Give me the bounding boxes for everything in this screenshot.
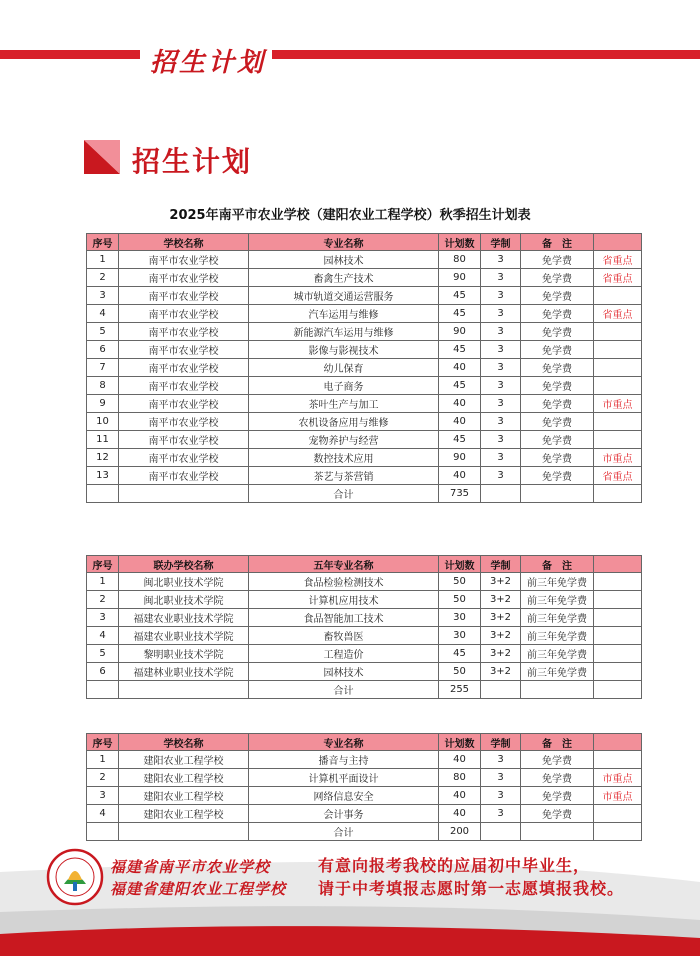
table-body <box>87 573 642 699</box>
cell-no: 8 <box>87 377 119 395</box>
cell-plan: 80 <box>439 251 481 269</box>
cell-major: 茶叶生产与加工 <box>249 395 439 413</box>
cell-major: 汽车运用与维修 <box>249 305 439 323</box>
table-header-row <box>87 234 642 251</box>
cell-note: 前三年免学费 <box>521 663 594 681</box>
table-row <box>87 449 642 467</box>
cell-school: 闽北职业技术学院 <box>119 591 249 609</box>
cell-remark: 省重点 <box>594 305 642 323</box>
cell-blank <box>119 485 249 503</box>
cell-school: 建阳农业工程学校 <box>119 751 249 769</box>
table-row <box>87 573 642 591</box>
cell-plan: 40 <box>439 751 481 769</box>
cell-no: 4 <box>87 627 119 645</box>
cell-no: 10 <box>87 413 119 431</box>
cell-blank <box>521 485 594 503</box>
total-row <box>87 485 642 503</box>
cell-school: 建阳农业工程学校 <box>119 787 249 805</box>
cell-major: 会计事务 <box>249 805 439 823</box>
table-row <box>87 305 642 323</box>
cell-blank <box>87 823 119 841</box>
cell-plan: 30 <box>439 627 481 645</box>
header-major: 专业名称 <box>249 734 439 751</box>
header-note: 备 注 <box>521 556 594 573</box>
cell-remark: 省重点 <box>594 467 642 485</box>
table-row <box>87 805 642 823</box>
header-remark <box>594 734 642 751</box>
cell-major: 计算机应用技术 <box>249 591 439 609</box>
table-row <box>87 663 642 681</box>
school-emblem-icon <box>46 848 104 906</box>
cell-note: 免学费 <box>521 323 594 341</box>
table-row <box>87 787 642 805</box>
cell-no: 5 <box>87 323 119 341</box>
cell-blank <box>119 823 249 841</box>
cell-no: 3 <box>87 787 119 805</box>
cell-no: 11 <box>87 431 119 449</box>
cell-plan: 40 <box>439 359 481 377</box>
cell-years: 3 <box>481 251 521 269</box>
total-row <box>87 681 642 699</box>
cell-note: 前三年免学费 <box>521 609 594 627</box>
total-value: 735 <box>439 485 481 503</box>
cell-blank <box>594 485 642 503</box>
cell-school: 福建农业职业技术学院 <box>119 627 249 645</box>
cell-major: 畜牧兽医 <box>249 627 439 645</box>
plan-table-joint <box>86 555 642 699</box>
header-plan: 计划数 <box>439 734 481 751</box>
total-value: 200 <box>439 823 481 841</box>
cell-no: 2 <box>87 769 119 787</box>
header-bar-left <box>0 50 140 59</box>
cell-major: 电子商务 <box>249 377 439 395</box>
cell-plan: 90 <box>439 449 481 467</box>
header-title: 招生计划 <box>150 48 267 78</box>
table-row <box>87 269 642 287</box>
cell-note: 免学费 <box>521 467 594 485</box>
header-school: 学校名称 <box>119 734 249 751</box>
header-school: 学校名称 <box>119 234 249 251</box>
header-plan: 计划数 <box>439 556 481 573</box>
header-remark <box>594 234 642 251</box>
cell-school: 黎明职业技术学院 <box>119 645 249 663</box>
cell-note: 免学费 <box>521 431 594 449</box>
cell-note: 免学费 <box>521 395 594 413</box>
cell-years: 3+2 <box>481 573 521 591</box>
cell-note: 免学费 <box>521 805 594 823</box>
school-name-nanping: 福建省南平市农业学校 <box>110 858 271 876</box>
cell-blank <box>119 681 249 699</box>
cell-no: 3 <box>87 609 119 627</box>
cell-years: 3+2 <box>481 663 521 681</box>
cell-remark <box>594 609 642 627</box>
cell-plan: 30 <box>439 609 481 627</box>
cell-major: 工程造价 <box>249 645 439 663</box>
cell-remark <box>594 805 642 823</box>
cell-school: 南平市农业学校 <box>119 305 249 323</box>
cell-major: 茶艺与茶营销 <box>249 467 439 485</box>
cell-no: 3 <box>87 287 119 305</box>
cell-plan: 50 <box>439 573 481 591</box>
cell-school: 南平市农业学校 <box>119 269 249 287</box>
cell-years: 3 <box>481 805 521 823</box>
cell-no: 6 <box>87 341 119 359</box>
cell-school: 建阳农业工程学校 <box>119 805 249 823</box>
cell-blank <box>87 681 119 699</box>
cell-blank <box>594 823 642 841</box>
cell-no: 6 <box>87 663 119 681</box>
table-row <box>87 323 642 341</box>
cell-major: 数控技术应用 <box>249 449 439 467</box>
cell-no: 4 <box>87 805 119 823</box>
cell-major: 农机设备应用与维修 <box>249 413 439 431</box>
cell-no: 4 <box>87 305 119 323</box>
cell-school: 南平市农业学校 <box>119 431 249 449</box>
header-years: 学制 <box>481 556 521 573</box>
cell-remark <box>594 591 642 609</box>
cell-plan: 45 <box>439 645 481 663</box>
plan-table-jianyang <box>86 733 642 841</box>
cell-years: 3+2 <box>481 627 521 645</box>
table-row <box>87 251 642 269</box>
cell-years: 3 <box>481 467 521 485</box>
cell-major: 园林技术 <box>249 663 439 681</box>
cell-no: 2 <box>87 591 119 609</box>
table-row <box>87 751 642 769</box>
slogan-line-2: 请于中考填报志愿时第一志愿填报我校。 <box>318 879 625 898</box>
cell-blank <box>521 681 594 699</box>
table-row <box>87 287 642 305</box>
cell-note: 免学费 <box>521 449 594 467</box>
section-marker-icon <box>84 140 120 174</box>
table-row <box>87 609 642 627</box>
cell-plan: 45 <box>439 305 481 323</box>
table-row <box>87 341 642 359</box>
cell-major: 影像与影视技术 <box>249 341 439 359</box>
cell-remark <box>594 663 642 681</box>
cell-plan: 90 <box>439 269 481 287</box>
table-row <box>87 359 642 377</box>
cell-school: 南平市农业学校 <box>119 395 249 413</box>
slogan-line-1: 有意向报考我校的应届初中毕业生， <box>318 856 591 875</box>
cell-years: 3 <box>481 323 521 341</box>
cell-school: 福建农业职业技术学院 <box>119 609 249 627</box>
cell-note: 免学费 <box>521 305 594 323</box>
cell-years: 3 <box>481 769 521 787</box>
table-row <box>87 769 642 787</box>
header-plan: 计划数 <box>439 234 481 251</box>
cell-school: 闽北职业技术学院 <box>119 573 249 591</box>
cell-major: 畜禽生产技术 <box>249 269 439 287</box>
cell-major: 食品检验检测技术 <box>249 573 439 591</box>
cell-note: 前三年免学费 <box>521 645 594 663</box>
cell-note: 免学费 <box>521 251 594 269</box>
cell-no: 9 <box>87 395 119 413</box>
cell-major: 城市轨道交通运营服务 <box>249 287 439 305</box>
cell-remark <box>594 377 642 395</box>
cell-plan: 45 <box>439 431 481 449</box>
cell-major: 食品智能加工技术 <box>249 609 439 627</box>
cell-note: 免学费 <box>521 769 594 787</box>
cell-years: 3 <box>481 341 521 359</box>
cell-remark: 市重点 <box>594 449 642 467</box>
cell-school: 南平市农业学校 <box>119 467 249 485</box>
cell-plan: 50 <box>439 591 481 609</box>
cell-blank <box>87 485 119 503</box>
cell-school: 南平市农业学校 <box>119 287 249 305</box>
cell-years: 3 <box>481 359 521 377</box>
cell-no: 2 <box>87 269 119 287</box>
cell-major: 新能源汽车运用与维修 <box>249 323 439 341</box>
total-label: 合计 <box>249 681 439 699</box>
cell-remark <box>594 645 642 663</box>
cell-note: 免学费 <box>521 341 594 359</box>
header-years: 学制 <box>481 234 521 251</box>
cell-years: 3 <box>481 787 521 805</box>
table-row <box>87 591 642 609</box>
cell-remark: 省重点 <box>594 251 642 269</box>
cell-remark <box>594 573 642 591</box>
table-header-row <box>87 556 642 573</box>
cell-remark <box>594 287 642 305</box>
cell-years: 3 <box>481 287 521 305</box>
cell-years: 3+2 <box>481 591 521 609</box>
cell-plan: 40 <box>439 395 481 413</box>
total-value: 255 <box>439 681 481 699</box>
cell-remark <box>594 751 642 769</box>
school-name-jianyang: 福建省建阳农业工程学校 <box>110 880 287 898</box>
cell-school: 南平市农业学校 <box>119 341 249 359</box>
cell-remark: 市重点 <box>594 787 642 805</box>
cell-note: 免学费 <box>521 269 594 287</box>
plan-table-nanping <box>86 233 642 503</box>
total-row <box>87 823 642 841</box>
cell-school: 南平市农业学校 <box>119 449 249 467</box>
section-title: 招生计划 <box>132 145 253 178</box>
cell-blank <box>521 823 594 841</box>
header-major: 专业名称 <box>249 234 439 251</box>
cell-plan: 80 <box>439 769 481 787</box>
cell-school: 南平市农业学校 <box>119 359 249 377</box>
cell-remark <box>594 341 642 359</box>
plan-heading: 2025年南平市农业学校（建阳农业工程学校）秋季招生计划表 <box>169 208 531 223</box>
cell-remark <box>594 431 642 449</box>
cell-plan: 45 <box>439 287 481 305</box>
header-bar-right <box>272 50 700 59</box>
cell-no: 12 <box>87 449 119 467</box>
header-note: 备 注 <box>521 734 594 751</box>
cell-plan: 90 <box>439 323 481 341</box>
cell-remark <box>594 323 642 341</box>
cell-years: 3 <box>481 395 521 413</box>
cell-no: 1 <box>87 751 119 769</box>
cell-note: 免学费 <box>521 359 594 377</box>
cell-school: 建阳农业工程学校 <box>119 769 249 787</box>
cell-blank <box>481 485 521 503</box>
cell-note: 免学费 <box>521 287 594 305</box>
cell-remark: 市重点 <box>594 769 642 787</box>
table-row <box>87 467 642 485</box>
cell-years: 3 <box>481 449 521 467</box>
header-no: 序号 <box>87 556 119 573</box>
cell-school: 南平市农业学校 <box>119 251 249 269</box>
cell-note: 免学费 <box>521 787 594 805</box>
header-note: 备 注 <box>521 234 594 251</box>
cell-blank <box>594 681 642 699</box>
table-body <box>87 251 642 503</box>
cell-school: 南平市农业学校 <box>119 323 249 341</box>
cell-major: 网络信息安全 <box>249 787 439 805</box>
cell-note: 前三年免学费 <box>521 573 594 591</box>
total-label: 合计 <box>249 823 439 841</box>
cell-years: 3 <box>481 431 521 449</box>
cell-note: 免学费 <box>521 751 594 769</box>
header-no: 序号 <box>87 734 119 751</box>
cell-years: 3 <box>481 751 521 769</box>
header-no: 序号 <box>87 234 119 251</box>
cell-remark: 省重点 <box>594 269 642 287</box>
cell-note: 前三年免学费 <box>521 591 594 609</box>
table-header-row <box>87 734 642 751</box>
table-row <box>87 431 642 449</box>
cell-major: 宠物养护与经营 <box>249 431 439 449</box>
cell-major: 计算机平面设计 <box>249 769 439 787</box>
header-years: 学制 <box>481 734 521 751</box>
cell-remark <box>594 413 642 431</box>
table-row <box>87 395 642 413</box>
cell-school: 福建林业职业技术学院 <box>119 663 249 681</box>
cell-no: 13 <box>87 467 119 485</box>
header-remark <box>594 556 642 573</box>
cell-years: 3+2 <box>481 645 521 663</box>
cell-plan: 40 <box>439 805 481 823</box>
cell-school: 南平市农业学校 <box>119 413 249 431</box>
cell-major: 园林技术 <box>249 251 439 269</box>
header-school: 联办学校名称 <box>119 556 249 573</box>
cell-blank <box>481 823 521 841</box>
cell-blank <box>481 681 521 699</box>
cell-remark <box>594 627 642 645</box>
cell-note: 前三年免学费 <box>521 627 594 645</box>
cell-plan: 45 <box>439 377 481 395</box>
cell-remark: 市重点 <box>594 395 642 413</box>
cell-major: 播音与主持 <box>249 751 439 769</box>
cell-years: 3+2 <box>481 609 521 627</box>
table-row <box>87 627 642 645</box>
cell-note: 免学费 <box>521 413 594 431</box>
cell-plan: 40 <box>439 413 481 431</box>
table-row <box>87 413 642 431</box>
cell-note: 免学费 <box>521 377 594 395</box>
cell-no: 5 <box>87 645 119 663</box>
cell-no: 1 <box>87 573 119 591</box>
cell-years: 3 <box>481 305 521 323</box>
table-row <box>87 377 642 395</box>
cell-plan: 45 <box>439 341 481 359</box>
cell-plan: 40 <box>439 467 481 485</box>
cell-school: 南平市农业学校 <box>119 377 249 395</box>
cell-no: 1 <box>87 251 119 269</box>
table-body <box>87 751 642 841</box>
cell-major: 幼儿保育 <box>249 359 439 377</box>
header-major: 五年专业名称 <box>249 556 439 573</box>
cell-remark <box>594 359 642 377</box>
cell-plan: 50 <box>439 663 481 681</box>
cell-years: 3 <box>481 413 521 431</box>
cell-no: 7 <box>87 359 119 377</box>
cell-plan: 40 <box>439 787 481 805</box>
cell-years: 3 <box>481 377 521 395</box>
table-row <box>87 645 642 663</box>
cell-years: 3 <box>481 269 521 287</box>
total-label: 合计 <box>249 485 439 503</box>
